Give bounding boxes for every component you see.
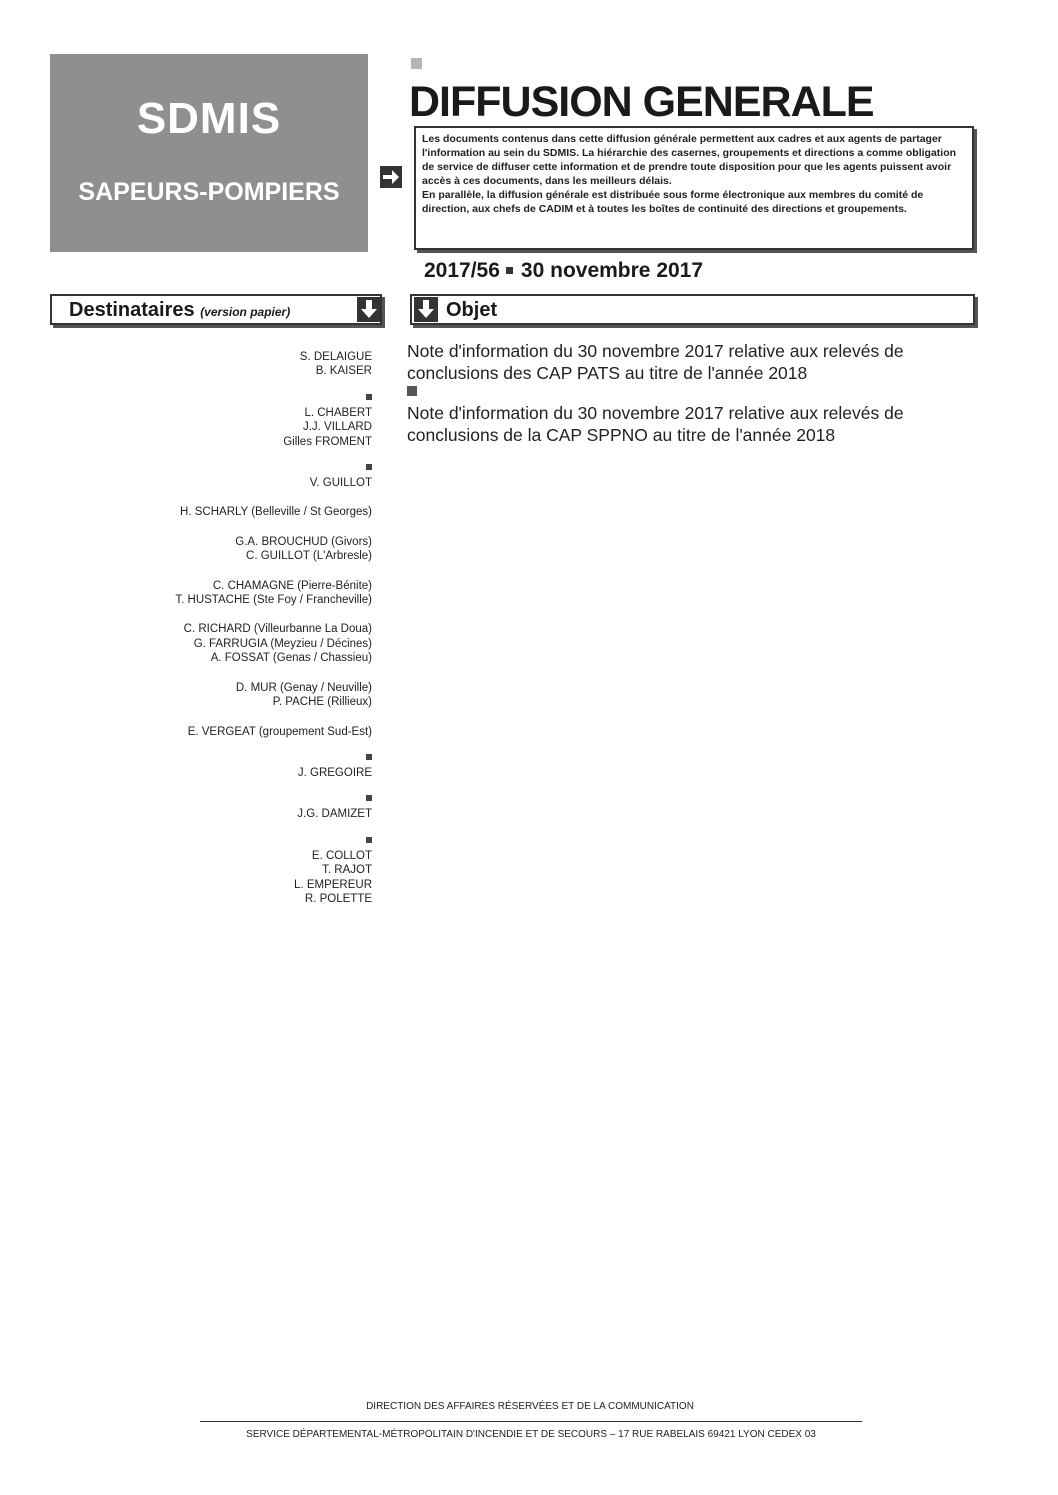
group-bullet — [366, 837, 372, 843]
group-bullet — [366, 464, 372, 470]
recipient-group — [100, 754, 372, 780]
page-title: DIFFUSION GENERALE — [409, 78, 874, 126]
recipients-list — [100, 350, 372, 921]
logo-subtitle: SAPEURS-POMPIERS — [78, 178, 340, 206]
recipient-group — [100, 725, 372, 739]
footer-address: SERVICE DÉPARTEMENTAL-MÉTROPOLITAIN D'INCENDIE ET DE SECOURS – 17 RUE RABELAIS 69421 LYON CEDEX 03 — [246, 1429, 816, 1440]
objet-item: Note d'information du 30 novembre 2017 relative aux relevés de conclusions des CAP PATS au titre de l'année 2018 — [407, 341, 904, 383]
recipient-name: D. MUR (Genay / Neuville) — [235, 681, 372, 694]
recipient-group — [100, 837, 372, 907]
group-bullet — [366, 754, 372, 760]
recipient-group — [100, 579, 372, 608]
issue-date: 30 novembre 2017 — [520, 259, 704, 282]
recipient-name: V. GUILLOT — [309, 477, 372, 490]
recipient-name: S. DELAIGUE — [299, 351, 372, 363]
recipient-name: E. VERGEAT (groupement Sud-Est) — [187, 725, 372, 738]
recipient-name: E. COLLOT — [311, 849, 372, 862]
issue-line — [424, 259, 703, 283]
recipient-name: L. EMPEREUR — [294, 878, 372, 891]
logo-title: SDMIS — [136, 94, 282, 143]
group-bullet — [366, 394, 372, 400]
recipient-name: A. FOSSAT (Genas / Chassieu) — [210, 652, 372, 665]
destinataires-header — [50, 294, 382, 325]
objet-header — [410, 294, 975, 325]
recipient-name: J.J. VILLARD — [302, 421, 372, 434]
objet-item: Note d'information du 30 novembre 2017 relative aux relevés de conclusions de la CAP SPPNO au titre de l'année 2018 — [407, 403, 904, 445]
arrow-down-icon — [357, 297, 381, 322]
info-box — [414, 126, 974, 250]
recipient-group — [100, 350, 372, 379]
recipient-name: C. CHAMAGNE (Pierre-Bénite) — [212, 579, 372, 592]
group-bullet — [366, 795, 372, 801]
recipient-name: C. GUILLOT (L'Arbresle) — [246, 550, 372, 563]
recipient-group — [100, 464, 372, 490]
arrow-down-icon — [414, 297, 438, 322]
destinataires-label: Destinataires (version papier) — [69, 299, 291, 321]
info-paragraph: En parallèle, la diffusion générale est distribuée sous forme électronique aux membres du comité de direction, aux chefs de CADIM et à toutes les boîtes de continuité des directions et groupements. — [422, 189, 924, 215]
recipient-name: J.G. DAMIZET — [297, 808, 372, 821]
recipient-name: J. GREGOIRE — [297, 766, 372, 779]
recipient-name: C. RICHARD (Villeurbanne La Doua) — [183, 623, 372, 636]
objet-content — [407, 340, 982, 446]
recipient-name: H. SCHARLY (Belleville / St Georges) — [180, 506, 372, 519]
recipient-name: B. KAISER — [315, 365, 372, 378]
separator-bullet — [506, 267, 513, 274]
sdmis-logo — [50, 54, 368, 252]
recipient-name: T. RAJOT — [322, 864, 372, 877]
recipient-name: R. POLETTE — [304, 892, 372, 905]
recipient-group — [100, 535, 372, 564]
recipient-name: G. FARRUGIA (Meyzieu / Décines) — [193, 637, 372, 650]
recipient-name: P. PACHE (Rillieux) — [272, 696, 372, 709]
destinataires-qualifier: (version papier) — [200, 305, 291, 319]
issue-number: 2017/56 — [424, 259, 500, 282]
info-paragraph: Les documents contenus dans cette diffusion générale permettent aux cadres et aux agents de partager l'information au sein du SDMIS. La hiérarchie des casernes, groupements et directions a comme obligation de service de diffuser cette information et de prendre toute disposition pour que les agents puissent avoir accès à ces documents, dans les meilleurs délais. — [422, 133, 957, 187]
recipient-group — [100, 681, 372, 710]
recipient-name: L. CHABERT — [304, 406, 372, 419]
title-marker — [411, 58, 422, 69]
recipient-name: Gilles FROMENT — [283, 435, 372, 448]
arrow-right-icon — [380, 166, 402, 188]
separator-bullet — [407, 386, 417, 396]
objet-label: Objet — [446, 299, 498, 321]
recipient-group — [100, 622, 372, 665]
footer-divider — [200, 1421, 862, 1422]
recipient-group — [100, 505, 372, 519]
recipient-group — [100, 394, 372, 449]
recipient-name: G.A. BROUCHUD (Givors) — [235, 535, 372, 548]
recipient-name: T. HUSTACHE (Ste Foy / Francheville) — [175, 594, 372, 607]
footer-direction: DIRECTION DES AFFAIRES RÉSERVÉES ET DE LA COMMUNICATION — [366, 1401, 694, 1412]
recipient-group — [100, 795, 372, 821]
